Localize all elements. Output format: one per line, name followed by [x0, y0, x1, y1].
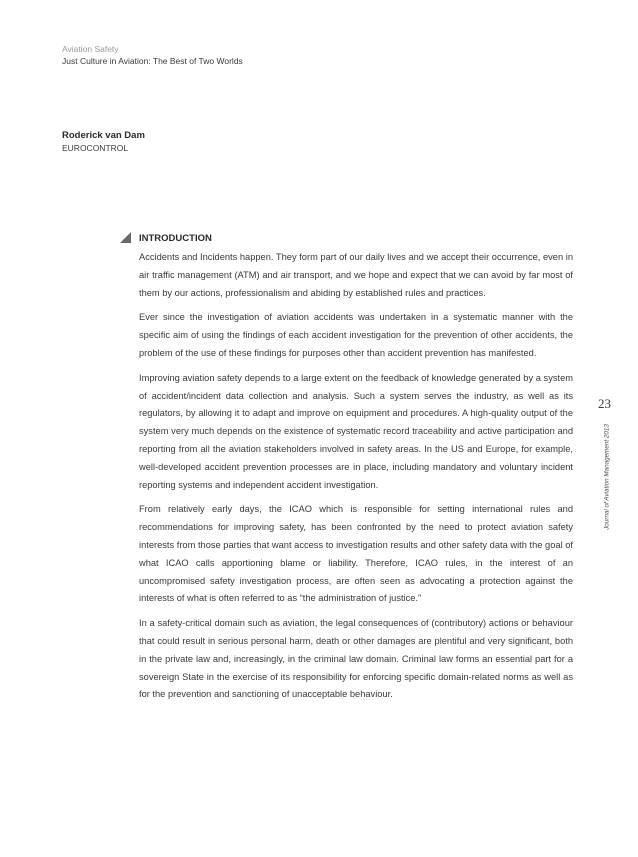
section-marker-icon: [120, 232, 131, 243]
article-body: [139, 232, 573, 711]
author-organization: EUROCONTROL: [62, 143, 129, 153]
section-label: Aviation Safety: [62, 44, 119, 54]
paragraph: In a safety-critical domain such as aviation, the legal consequences of (contributory) actions or behaviour that could result in serious personal harm, death or other damages are plentiful and very significant, both in the private law and, increasingly, in the criminal law domain. Criminal law forms an essential part for a sovereign State in the exercise of its responsibility for enforcing specific domain-related norms as well as for the prevention and sanctioning of unacceptable behaviour.: [139, 618, 573, 700]
page-header: [62, 43, 243, 68]
journal-title: Journal of Aviation Management 2013: [603, 424, 611, 530]
page-number: 23: [598, 396, 611, 411]
author-name: Roderick van Dam: [62, 130, 145, 141]
paragraph: Accidents and Incidents happen. They form part of our daily lives and we accept their occurrence, even in air traffic management (ATM) and air transport, and we hope and expect that we can avoid by far most of them by our actions, professionalism and abiding by established rules and practices.: [139, 252, 573, 298]
section-heading: INTRODUCTION: [139, 233, 212, 244]
paragraph: Ever since the investigation of aviation accidents was undertaken in a systematic manner with the specific aim of using the findings of each accident investigation for the prevention of other accidents, the problem of the use of these findings for purposes other than accident prevention has manifested.: [139, 312, 573, 358]
paragraph: From relatively early days, the ICAO which is responsible for setting international rules and recommendations for improving safety, has been confronted by the need to protect aviation safety interests from those parties that want access to investigation results and other safety data with the goal of what ICAO calls apportioning blame or liability. Therefore, ICAO rules, in the interest of an uncompromised safety investigation process, are often seen as advocating a protection against the interests of what is often referred to as “the administration of justice.”: [139, 504, 573, 604]
paragraph: Improving aviation safety depends to a large extent on the feedback of knowledge generated by a system of accident/incident data collection and analysis. Such a system serves the industry, as well as its regulators, by allowing it to adapt and improve on equipment and procedures. A high-quality output of the system very much depends on the existence of systematic record traceability and active participation and reporting from all the aviation stakeholders involved in safety areas. In the US and Europe, for example, well-developed accident prevention processes are in place, including mandatory and voluntary incident reporting systems and independent accident investigation.: [139, 372, 573, 490]
document-title: Just Culture in Aviation: The Best of Two Worlds: [62, 56, 243, 66]
author-block: [62, 129, 145, 155]
